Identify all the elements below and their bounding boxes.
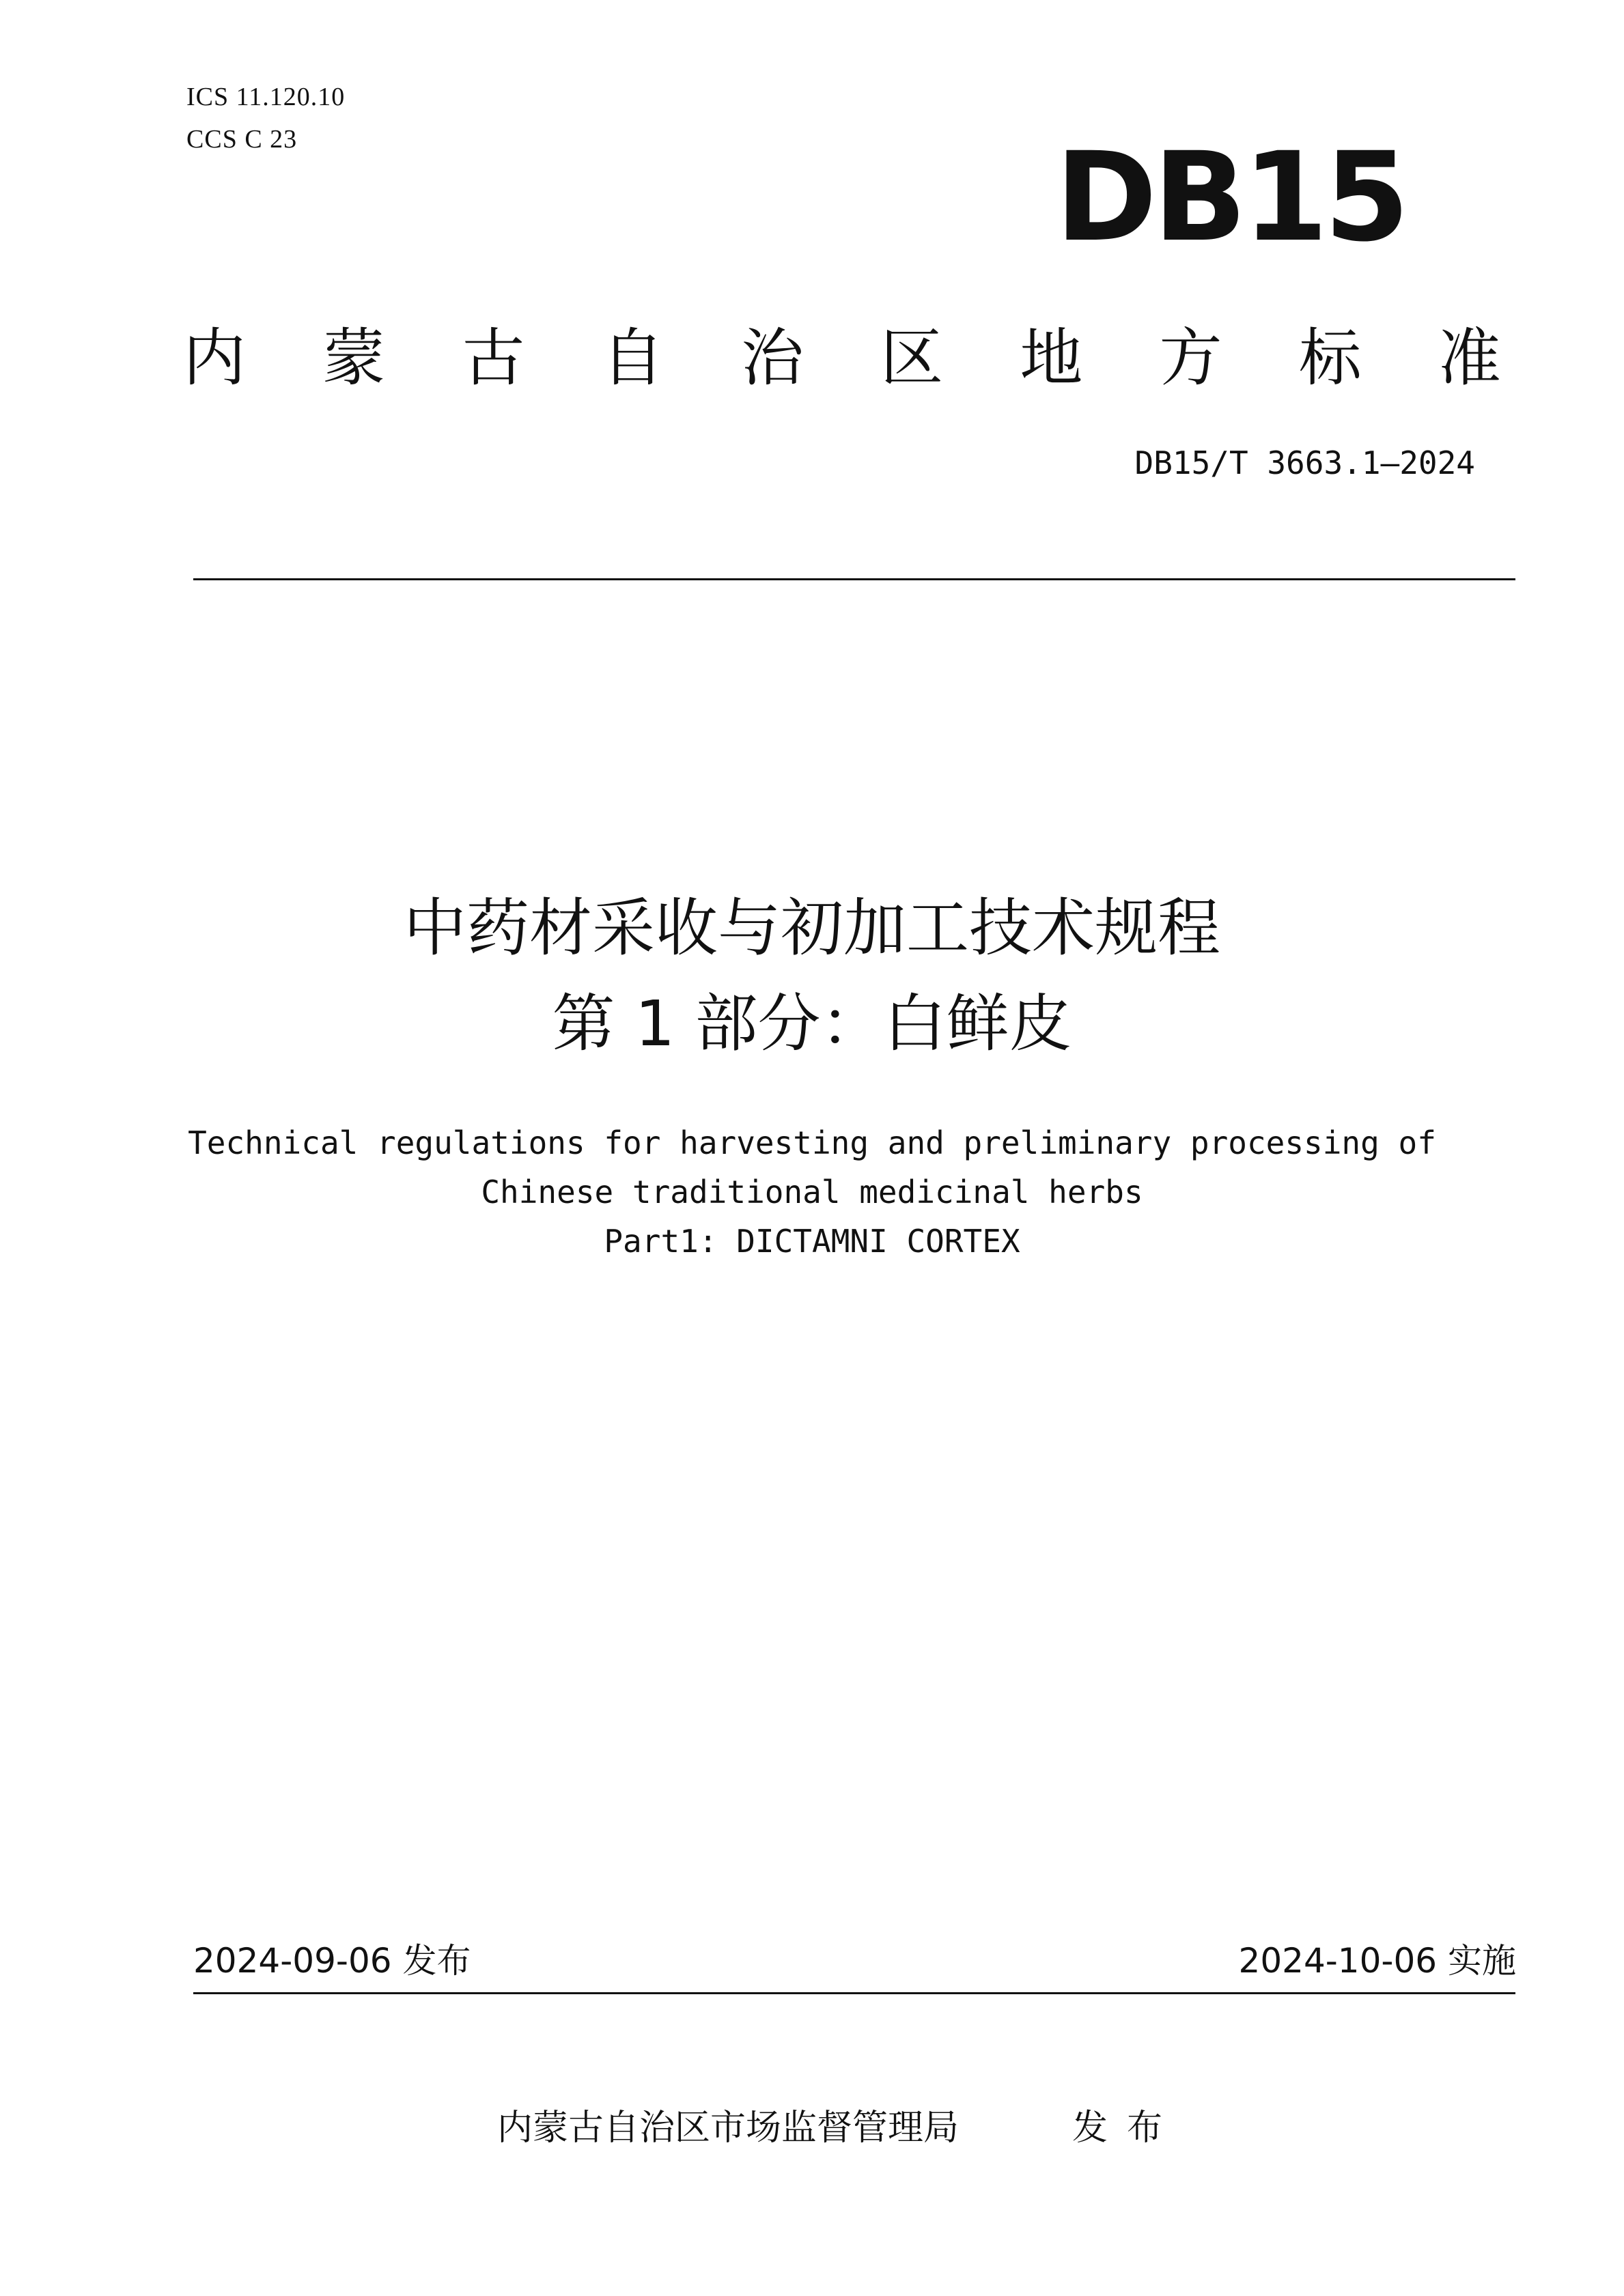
standard-type-char: 古 <box>462 322 525 395</box>
english-title-line-3: Part1: DICTAMNI CORTEX <box>604 1223 1020 1260</box>
english-title-line-1: Technical regulations for harvesting and preliminary processing of <box>188 1124 1436 1161</box>
issue-date: 2024-09-06 发布 <box>193 1941 471 1981</box>
standard-type-char: 标 <box>1298 322 1362 395</box>
db15-logo: DB15 <box>1055 126 1406 269</box>
ccs-code: CCS C 23 <box>186 125 298 154</box>
standard-type-title <box>183 321 1501 396</box>
standard-number: DB15/T 3663.1—2024 <box>1134 444 1475 481</box>
chinese-title-line-1: 中药材采收与初加工技术规程 <box>403 892 1220 965</box>
top-divider <box>193 578 1515 580</box>
bottom-divider <box>193 1992 1515 1994</box>
publish-label: 发布 <box>1072 2108 1182 2149</box>
standard-type-char: 区 <box>880 322 944 395</box>
implementation-date: 2024-10-06 实施 <box>1238 1941 1516 1981</box>
standard-type-char: 治 <box>740 322 804 395</box>
standard-type-char: 准 <box>1438 322 1501 395</box>
standard-type-char: 方 <box>1159 322 1222 395</box>
standard-type-char: 地 <box>1020 322 1083 395</box>
standard-type-char: 内 <box>183 322 247 395</box>
english-title-line-2: Chinese traditional medicinal herbs <box>481 1174 1143 1210</box>
ics-code: ICS 11.120.10 <box>186 83 346 111</box>
publisher-name: 内蒙古自治区市场监督管理局 <box>497 2108 960 2149</box>
standard-type-char: 蒙 <box>322 322 386 395</box>
standard-type-char: 自 <box>601 322 664 395</box>
chinese-title-line-2: 第 1 部分：白鲜皮 <box>552 987 1072 1060</box>
